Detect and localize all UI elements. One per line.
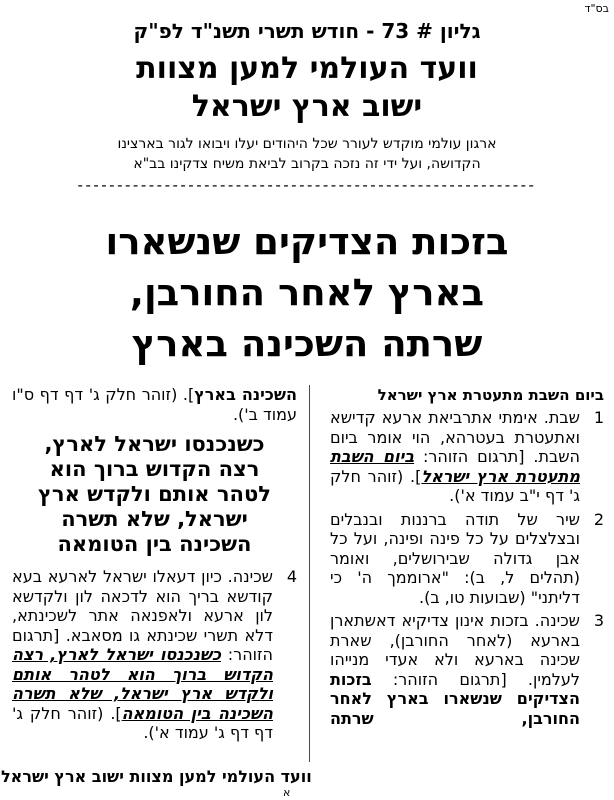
item-text: שבת. אימתי אתרביאת ארעא קדישא ואתעטרת בעטרהא, הוי אומר ביום השבת. [תרגום הזוהר: ביום השבת מתעטרת ארץ ישראל]. (זוהר חלק ג' דף י"ב עמוד א'). [330, 408, 580, 505]
item-number: 1 [593, 408, 604, 427]
item-text: שכינה. בזכות אינון צדיקיא דאשתארן בארעא (לאחר החורבן), שארת שכינה בארעא ולא אעדי מנייהו לעלמין. [תרגום הזוהר: בזכות הצדיקים שנשארו בארץ לאחר החורבן, שרתה [330, 611, 580, 728]
subtitle-line: הקדושה, ועל ידי זה נזכה בקרוב לביאת משיח צדקינו בב"א [133, 156, 481, 172]
item-number: 3 [593, 611, 604, 630]
dashed-divider: ---------------------------------------------------------- [77, 176, 537, 194]
item-number: 2 [593, 509, 604, 529]
pull-quote-line: רצה הקדוש ברוך הוא [49, 457, 260, 481]
column-second [10, 385, 309, 762]
headline-line: שרתה השכינה בארץ [131, 322, 483, 365]
headline-line: בזכות הצדיקים שנשארו [105, 220, 509, 263]
pull-quote-line: ישראל, שלא תשרה [61, 507, 248, 531]
pull-quote-line: כשנכנסו ישראל לארץ, [44, 432, 265, 456]
item-text: שכינה. כיון דעאלו ישראל לארעא בעא קודשא בריך הוא לדכאה לון ולקדשא לון ארעא ולאפנאה אתר לשכינתא, דלא תשרי שכינתא גו מסאבא. [תרגום הזוהר: כשנכנסו ישראל לארץ, רצה הקדוש ברוך הוא לטהר אותם ולקדש ארץ ישראל, שלא תשרה השכינה בין הטומאה]. (זוהר חלק ג' דף דף ג' עמוד א'). [12, 567, 274, 742]
issue-line: גליון # 73 - חודש תשרי תשנ"ד לפ"ק [133, 19, 481, 43]
headline-line: בארץ לאחר החורבן, [129, 271, 485, 314]
list-item [330, 510, 604, 608]
list-item [330, 408, 604, 506]
list-item [12, 567, 297, 743]
pull-quote [12, 432, 297, 557]
continuation-text: השכינה בארץ]. (זוהר חלק ג' דף דף ס"ו עמוד ב'). [12, 385, 297, 424]
two-column-body [0, 385, 614, 762]
item-number: 4 [286, 567, 297, 586]
footer-title: וועד העולמי למען מצוות ישוב ארץ ישראל [1, 767, 312, 786]
subtitle-line: ארגון עולמי מוקדש לעורר שכל היהודים יעלו ויבואו לגור בארצינו [117, 136, 497, 152]
mission-subtitle [0, 134, 614, 174]
title-line: ישוב ארץ ישראל [191, 89, 423, 124]
title-line: וועד העולמי למען מצוות [136, 51, 478, 86]
section-title: ביום השבת מתעטרת ארץ ישראל [377, 386, 604, 404]
pull-quote-line: השכינה בין הטומאה [57, 532, 252, 556]
pull-quote-line: לטהר אותם ולקדש ארץ [38, 482, 271, 506]
main-headline [0, 216, 614, 369]
organization-title [0, 50, 614, 126]
column-first [309, 385, 605, 762]
list-item [330, 611, 604, 728]
page-number: א [283, 786, 291, 799]
masthead [0, 0, 614, 194]
bsd-mark: בס"ד [584, 2, 609, 15]
item-text: שיר של תודה ברננות ובנבלים ובצלצלים על כל פינה ופינה, ועל כל אבן גדולה שבירושלים, ואומר (תהלים ל, ב): "ארוממך ה' כי דליתני" (שבועות טו, ב). [330, 509, 580, 607]
